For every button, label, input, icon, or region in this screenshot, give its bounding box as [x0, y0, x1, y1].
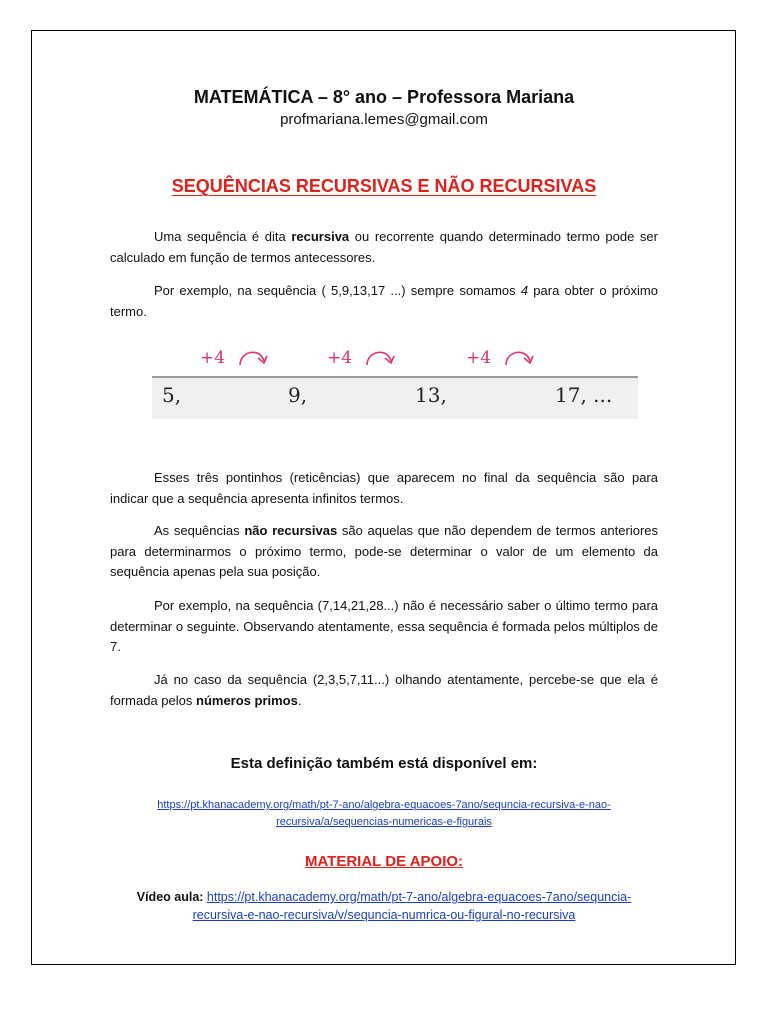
paragraph-primes-example — [110, 670, 658, 711]
curved-arrow-icon — [236, 345, 272, 371]
para1-bold: recursiva — [291, 229, 350, 244]
para5-text: Por exemplo, na sequência (7,14,21,28...) não é necessário saber o último termo para determinar o seguinte. Observando atentamente, essa sequência é formada pelos múltiplos de 7. — [110, 598, 658, 654]
paragraph-nonrecursive-definition — [110, 521, 658, 583]
step-label-1: +4 — [200, 348, 226, 368]
paragraph-recursive-example — [110, 281, 658, 322]
sequence-example-rule — [152, 376, 638, 378]
para6-before: Já no caso da sequência (2,3,5,7,11...) olhando atentamente, percebe-se que ela é formada pelos — [110, 672, 658, 708]
video-lesson-label: Vídeo aula: — [136, 890, 207, 904]
para2-italic: 4 — [520, 283, 529, 298]
curved-arrow-icon — [363, 345, 399, 371]
curved-arrow-icon — [502, 345, 538, 371]
paragraph-nonrecursive-example — [110, 596, 658, 658]
para2-after: para obter o próximo termo. — [110, 283, 658, 319]
sequence-term-1: 5, — [162, 383, 182, 407]
sequence-term-3: 13, — [415, 383, 447, 407]
video-link-line1[interactable]: https://pt.khanacademy.org/math/pt-7-ano/algebra-equacoes-7ano/sequncia- — [206, 890, 632, 904]
definition-link-line1[interactable]: https://pt.khanacademy.org/math/pt-7-ano/algebra-equacoes-7ano/sequncia-recursiva-e-nao- — [157, 799, 611, 811]
paragraph-ellipsis-explanation — [110, 468, 658, 509]
support-material-title — [0, 853, 768, 870]
definition-link-line2[interactable]: recursiva/a/sequencias-numericas-e-figurais — [276, 816, 492, 828]
para3-text: Esses três pontinhos (reticências) que aparecem no final da sequência são para indicar que a sequência apresenta infinitos termos. — [110, 470, 658, 506]
definition-heading: Esta definição também está disponível em: — [230, 755, 538, 772]
paragraph-recursive-definition — [110, 227, 658, 268]
para4-bold: não recursivas — [244, 523, 338, 538]
para1-before: Uma sequência é dita — [154, 229, 292, 244]
para2-before: Por exemplo, na sequência ( 5,9,13,17 ...) sempre somamos — [154, 283, 521, 298]
para6-bold: números primos — [196, 692, 298, 708]
step-label-3: +4 — [466, 348, 492, 368]
para6-after: . — [297, 692, 302, 708]
document-title-text: SEQUÊNCIAS RECURSIVAS E NÃO RECURSIVAS — [171, 176, 597, 196]
video-link-line2[interactable]: recursiva-e-nao-recursiva/v/sequncia-numrica-ou-figural-no-recursiva — [192, 908, 576, 922]
para4-after: são aquelas que não dependem de termos anteriores para determinarmos o próximo termo, pode-se determinar o valor de um elemento da sequência apenas pela sua posição. — [110, 523, 658, 579]
header-email: profmariana.lemes@gmail.com — [280, 111, 488, 128]
header-title: MATEMÁTICA – 8° ano – Professora Mariana — [193, 87, 575, 107]
para4-before: As sequências — [154, 523, 245, 538]
step-label-2: +4 — [327, 348, 353, 368]
sequence-term-4: 17, ... — [555, 383, 613, 407]
document-title — [0, 176, 768, 197]
sequence-term-2: 9, — [288, 383, 308, 407]
support-material-title-text: MATERIAL DE APOIO: — [304, 853, 464, 870]
definition-link[interactable] — [120, 797, 648, 831]
para1-after: ou recorrente quando determinado termo pode ser calculado em função de termos antecessores. — [110, 229, 658, 265]
video-lesson — [110, 888, 658, 924]
